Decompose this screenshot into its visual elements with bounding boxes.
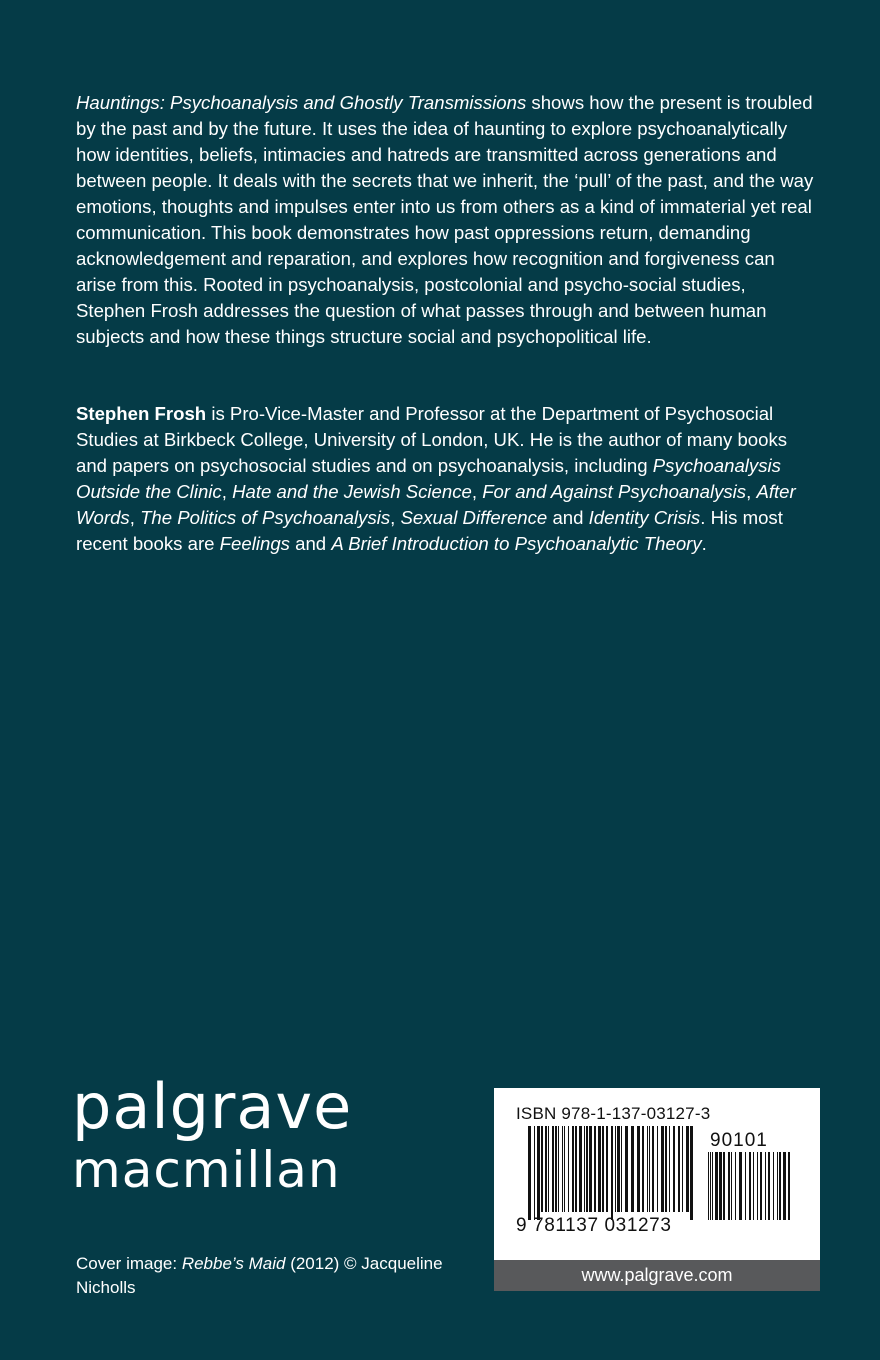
publisher-website[interactable]: www.palgrave.com bbox=[494, 1260, 820, 1291]
author-name: Stephen Frosh bbox=[76, 403, 207, 424]
publisher-logo-line2: macmillan bbox=[72, 1141, 341, 1199]
barcode-bar bbox=[765, 1152, 766, 1220]
barcode-bar bbox=[735, 1152, 736, 1220]
bio-separator: , bbox=[221, 481, 233, 502]
barcode-bar bbox=[652, 1126, 654, 1212]
barcode-bar bbox=[548, 1126, 549, 1212]
addon-barcode-bars bbox=[708, 1152, 790, 1220]
barcode-bar bbox=[558, 1126, 559, 1212]
bio-text: is Pro-Vice-Master and Professor at the Department of Psychosocial Studies at Birkbeck College, University of London, UK. He is the author of many books and papers on psychosocial studies and on psychoanalysis, including bbox=[76, 403, 788, 476]
barcode-bar bbox=[739, 1152, 742, 1220]
barcode-bar bbox=[682, 1126, 683, 1212]
barcode-bar bbox=[541, 1126, 543, 1212]
barcode-box bbox=[494, 1088, 820, 1260]
barcode-bar bbox=[631, 1126, 634, 1212]
publisher-logo-line1: palgrave bbox=[72, 1070, 353, 1143]
book-ref: Sexual Difference bbox=[400, 507, 548, 528]
barcode-bar bbox=[783, 1152, 786, 1220]
barcode-bar bbox=[773, 1152, 774, 1220]
barcode-bar bbox=[723, 1152, 725, 1220]
barcode-bar bbox=[617, 1126, 620, 1212]
barcode-bar bbox=[579, 1126, 582, 1212]
publisher-logo bbox=[72, 1072, 352, 1200]
isbn-label: ISBN 978-1-137-03127-3 bbox=[516, 1104, 711, 1123]
barcode-bar bbox=[715, 1152, 718, 1220]
barcode-bar bbox=[686, 1126, 689, 1212]
barcode-bar bbox=[753, 1152, 754, 1220]
book-description bbox=[76, 90, 816, 350]
barcode-bar bbox=[642, 1126, 644, 1212]
book-ref: Psychoanalysis Outside the Clinic bbox=[76, 455, 781, 502]
barcode-bar bbox=[690, 1126, 693, 1220]
barcode-bar bbox=[528, 1126, 531, 1220]
barcode-bar bbox=[719, 1152, 722, 1220]
barcode-graphic bbox=[494, 1088, 820, 1260]
barcode-bar bbox=[602, 1126, 604, 1212]
bio-separator: and bbox=[289, 533, 332, 554]
description-text: shows how the present is troubled by the past and by the future. It uses the idea of haunting to explore psychoanalytically how identities, beliefs, intimacies and hatreds are transmitted across generations and between people. It deals with the secrets that we inherit, the ‘pull’ of the past, and the way emotions, thoughts and impulses enter into us from others as a kind of immaterial yet real communication. This book demonstrates how past oppressions return, demanding acknowledgement and reparation, and explores how recognition and forgiveness can arise from this. Rooted in psychoanalysis, postcolonial and psycho-social studies, Stephen Frosh addresses the question of what passes through and between human subjects and how these things structure social and psychopolitical life. bbox=[76, 92, 814, 347]
book-ref: Identity Crisis bbox=[588, 507, 701, 528]
barcode-bar bbox=[678, 1126, 680, 1212]
credit-work-title: Rebbe’s Maid bbox=[181, 1254, 286, 1273]
book-title: Hauntings: Psychoanalysis and Ghostly Transmissions bbox=[76, 92, 527, 113]
barcode-bar bbox=[728, 1152, 730, 1220]
barcode-bar bbox=[673, 1126, 675, 1212]
bio-text: . bbox=[701, 533, 707, 554]
book-ref: For and Against Psychoanalysis bbox=[482, 481, 747, 502]
book-ref: A Brief Introduction to Psychoanalytic Theory bbox=[331, 533, 702, 554]
barcode-bar bbox=[555, 1126, 557, 1212]
barcode-bar bbox=[537, 1126, 540, 1220]
barcode-bar bbox=[606, 1126, 608, 1212]
barcode-bar bbox=[657, 1126, 658, 1212]
credit-prefix: Cover image: bbox=[76, 1254, 182, 1273]
barcode-bar bbox=[572, 1126, 574, 1212]
barcode-bar bbox=[669, 1126, 670, 1212]
barcode-bar bbox=[625, 1126, 628, 1212]
barcode-bar bbox=[534, 1126, 535, 1220]
barcode-bar bbox=[568, 1126, 569, 1212]
author-bio bbox=[76, 401, 816, 557]
barcode-bar bbox=[564, 1126, 565, 1212]
book-ref: Feelings bbox=[219, 533, 290, 554]
barcode-bar bbox=[575, 1126, 577, 1212]
barcode-bar bbox=[594, 1126, 596, 1212]
barcode-bar bbox=[745, 1152, 746, 1220]
barcode-bar bbox=[637, 1126, 640, 1212]
barcode-bar bbox=[712, 1152, 713, 1220]
barcode-bar bbox=[661, 1126, 664, 1212]
barcode-bar bbox=[788, 1152, 790, 1220]
book-ref: Hate and the Jewish Science bbox=[232, 481, 472, 502]
barcode-bar bbox=[647, 1126, 648, 1212]
barcode-bar bbox=[760, 1152, 762, 1220]
barcode-bar bbox=[584, 1126, 585, 1212]
barcode-bar bbox=[708, 1152, 709, 1220]
bio-separator: , bbox=[390, 507, 401, 528]
barcode-bar bbox=[731, 1152, 732, 1220]
barcode-bar bbox=[589, 1126, 592, 1212]
barcode-bar bbox=[768, 1152, 770, 1220]
book-ref: The Politics of Psychoanalysis bbox=[140, 507, 391, 528]
bio-separator: , bbox=[471, 481, 483, 502]
barcode-bar bbox=[621, 1126, 622, 1212]
bio-separator: and bbox=[547, 507, 589, 528]
cover-image-credit bbox=[76, 1252, 476, 1300]
credit-suffix: (2012) © Jacqueline Nicholls bbox=[76, 1254, 443, 1297]
bio-separator: , bbox=[129, 507, 141, 528]
bio-separator: , bbox=[746, 481, 757, 502]
barcode-bar bbox=[598, 1126, 601, 1212]
barcode-bar bbox=[615, 1126, 616, 1212]
barcode-bar bbox=[552, 1126, 554, 1212]
barcode-bar bbox=[545, 1126, 547, 1212]
book-ref: After Words bbox=[76, 481, 796, 528]
barcode-digits: 9 781137 031273 bbox=[516, 1215, 672, 1236]
price-code: 90101 bbox=[710, 1130, 768, 1151]
bio-text: . His most recent books are bbox=[76, 507, 783, 554]
barcode-bar bbox=[665, 1126, 667, 1212]
barcode-bar bbox=[710, 1152, 711, 1220]
barcode-bar bbox=[779, 1152, 781, 1220]
ean-barcode-bars bbox=[528, 1126, 693, 1220]
barcode-bar bbox=[562, 1126, 563, 1212]
barcode-bar bbox=[611, 1126, 613, 1220]
barcode-bar bbox=[649, 1126, 650, 1212]
barcode-bar bbox=[777, 1152, 778, 1220]
barcode-bar bbox=[586, 1126, 588, 1212]
barcode-bar bbox=[757, 1152, 758, 1220]
barcode-bar bbox=[749, 1152, 751, 1220]
